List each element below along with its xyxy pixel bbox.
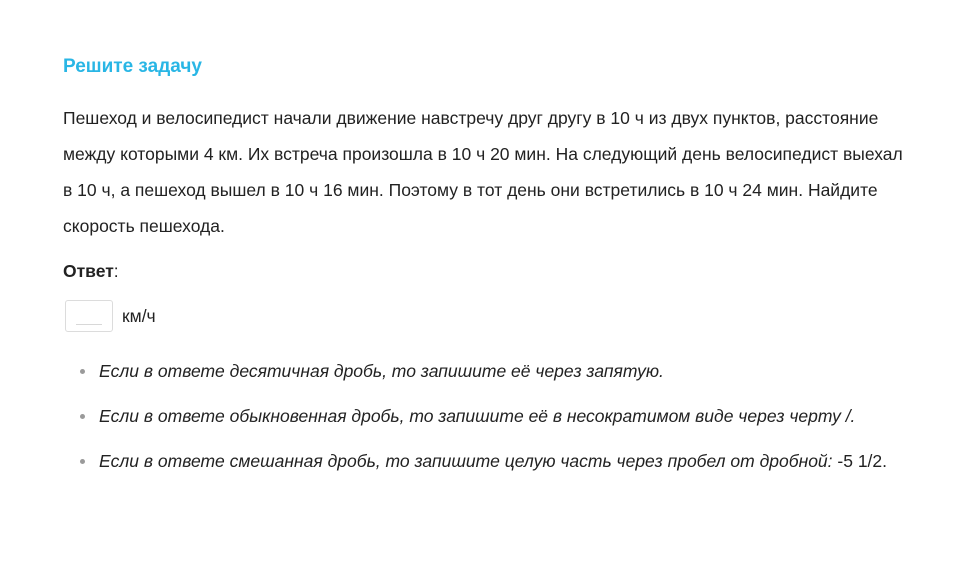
hint-item bbox=[78, 398, 888, 434]
answer-label-text: Ответ bbox=[63, 261, 114, 281]
hint-example: -5 1/2. bbox=[837, 451, 888, 471]
bullet-icon bbox=[80, 459, 85, 464]
bullet-icon bbox=[80, 414, 85, 419]
answer-input-underline bbox=[76, 324, 102, 325]
hint-text: Если в ответе обыкновенная дробь, то запишите её в несократимом виде через черту /. bbox=[99, 406, 856, 426]
problem-text: Пешеход и велосипедист начали движение навстречу друг другу в 10 ч из двух пунктов, расстояние между которыми 4 км. Их встреча произошла в 10 ч 20 мин. На следующий день велосипедист выехал в 10 ч, а пешеход вышел в 10 ч 16 мин. Поэтому в тот день они встретились в 10 ч 24 мин. Найдите скорость пешехода. bbox=[63, 108, 903, 236]
task-title: Решите задачу bbox=[63, 56, 202, 77]
hint-item bbox=[78, 443, 888, 479]
answer-row bbox=[65, 300, 156, 332]
hint-text: Если в ответе смешанная дробь, то запишите целую часть через пробел от дробной: bbox=[99, 451, 838, 471]
hint-item bbox=[78, 353, 888, 389]
hints-list bbox=[78, 353, 888, 488]
hint-text: Если в ответе десятичная дробь, то запишите её через запятую. bbox=[99, 361, 664, 381]
bullet-icon bbox=[80, 369, 85, 374]
answer-label-colon: : bbox=[113, 261, 119, 281]
answer-field-wrapper bbox=[65, 300, 113, 332]
answer-unit: км/ч bbox=[122, 305, 156, 326]
answer-input[interactable] bbox=[65, 300, 113, 332]
answer-label bbox=[63, 259, 119, 283]
